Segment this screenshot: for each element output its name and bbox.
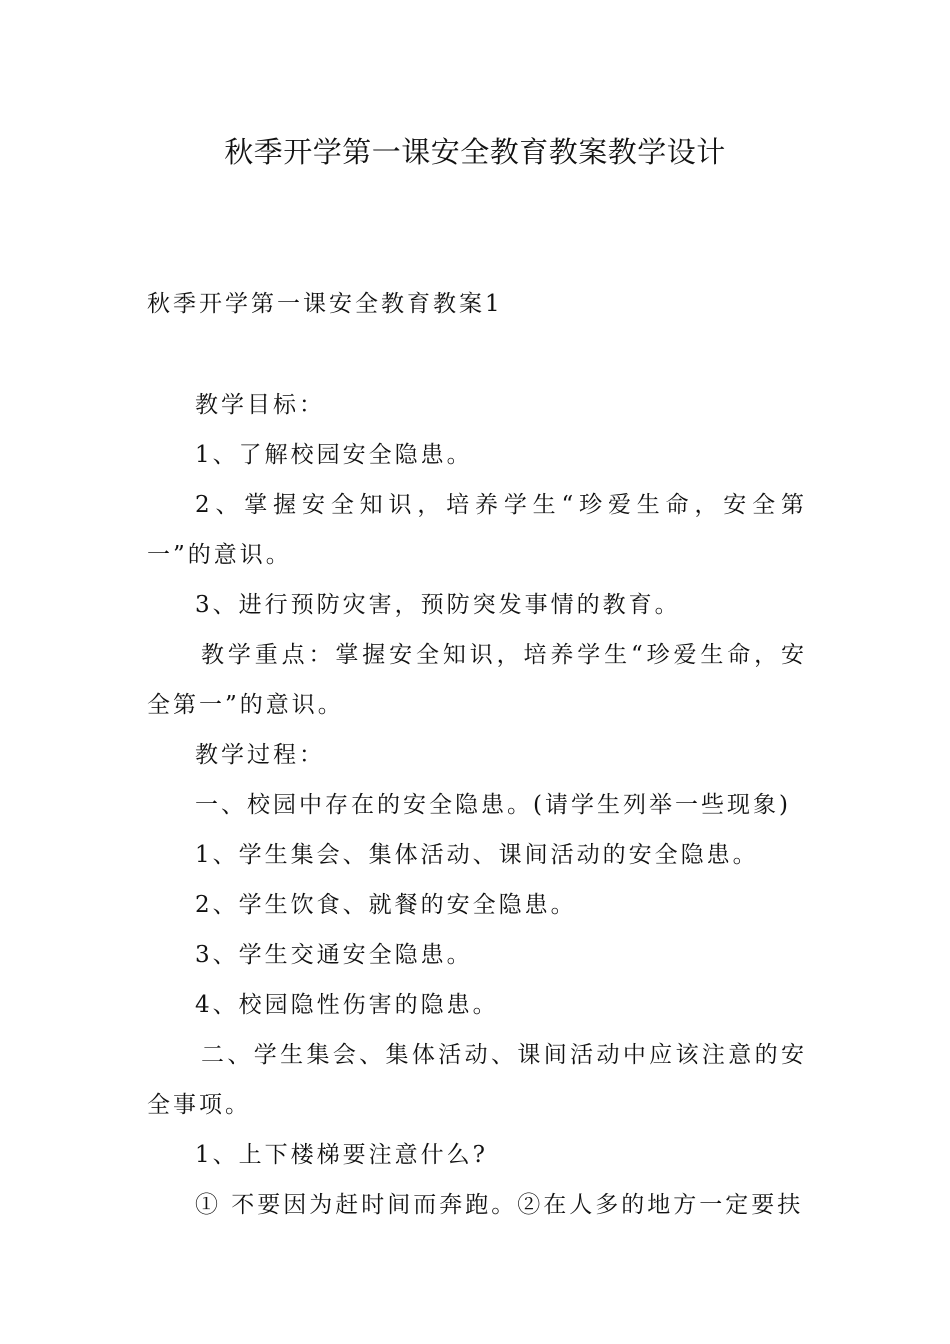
document-body [147, 380, 807, 1230]
paragraph-hazard-1: 1、学生集会、集体活动、课间活动的安全隐患。 [195, 842, 759, 868]
paragraph-stairs-answer: ① 不要因为赶时间而奔跑。②在人多的地方一定要扶 [195, 1192, 804, 1218]
paragraph-hazard-2: 2、学生饮食、就餐的安全隐患。 [195, 892, 577, 918]
paragraph-objective-1: 1、了解校园安全隐患。 [195, 442, 473, 468]
section-subtitle: 秋季开学第一课安全教育教案1 [147, 291, 503, 317]
paragraph-objective-3: 3、进行预防灾害，预防突发事情的教育。 [195, 592, 681, 618]
paragraph-objectives-heading: 教学目标： [195, 392, 325, 418]
paragraph-stairs-question: 1、上下楼梯要注意什么? [195, 1142, 488, 1168]
paragraph-process-heading: 教学过程： [195, 742, 325, 768]
paragraph-hazard-3: 3、学生交通安全隐患。 [195, 942, 473, 968]
paragraph-key-points: 教学重点：掌握安全知识，培养学生“珍爱生命，安全第一”的意识。 [147, 642, 807, 718]
document-title: 秋季开学第一课安全教育教案教学设计 [224, 135, 726, 169]
paragraph-section-2: 二、学生集会、集体活动、课间活动中应该注意的安全事项。 [147, 1042, 807, 1118]
paragraph-section-1: 一、校园中存在的安全隐患。(请学生列举一些现象) [195, 792, 791, 818]
paragraph-objective-2: 2、掌握安全知识，培养学生“珍爱生命，安全第一”的意识。 [147, 492, 807, 568]
paragraph-hazard-4: 4、校园隐性伤害的隐患。 [195, 992, 499, 1018]
